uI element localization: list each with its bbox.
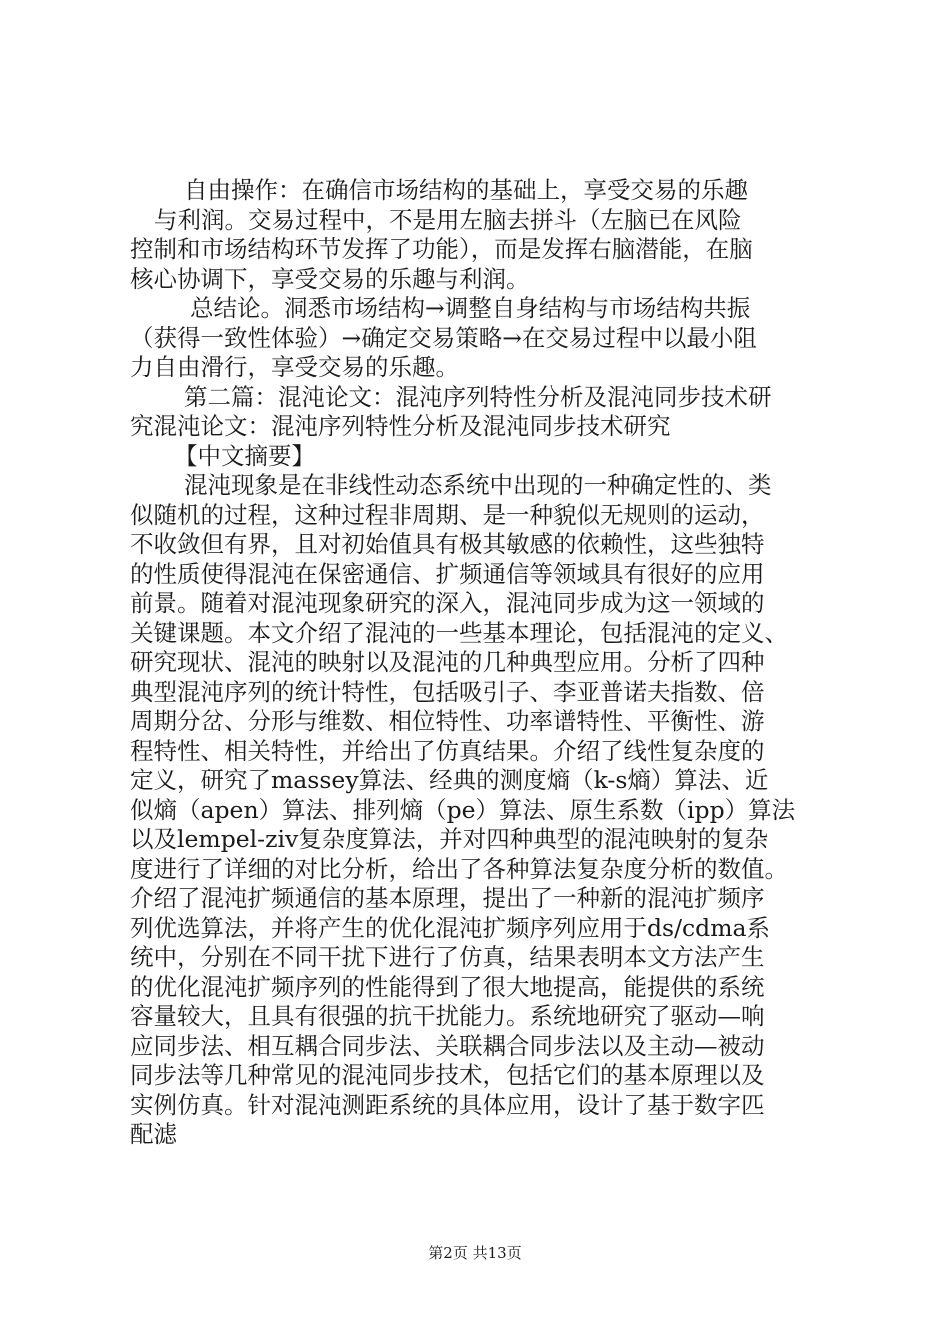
text-line: 实例仿真。针对混沌测距系统的具体应用，设计了基于数字匹 — [130, 1090, 765, 1119]
text-line: 似熵（apen）算法、排列熵（pe）算法、原生系数（ipp）算法 — [130, 795, 796, 824]
text-line: 不收敛但有界，且对初始值具有极其敏感的依赖性，这些独特 — [130, 530, 765, 558]
text-line: 似随机的过程，这种过程非周期、是一种貌似无规则的运动， — [130, 500, 765, 529]
text-line: 度进行了详细的对比分析，给出了各种算法复杂度分析的数值。 — [130, 854, 788, 883]
text-line: 关键课题。本文介绍了混沌的一些基本理论，包括混沌的定义、 — [130, 618, 788, 647]
text-line: 的性质使得混沌在保密通信、扩频通信等领域具有很好的应用 — [130, 559, 765, 588]
text-line: 的优化混沌扩频序列的性能得到了很大地提高，能提供的系统 — [130, 972, 765, 1001]
text-line: 容量较大，且具有很强的抗干扰能力。系统地研究了驱动—响 — [130, 1002, 765, 1030]
text-line: 介绍了混沌扩频通信的基本原理，提出了一种新的混沌扩频序 — [130, 884, 765, 912]
text-line: 总结论。洞悉市场结构→调整自身结构与市场结构共振 — [190, 294, 751, 322]
text-line: 与利润。交易过程中，不是用左脑去拼斗（左脑已在风险 — [154, 205, 742, 234]
page-footer — [0, 1243, 950, 1263]
text-line: 究混沌论文：混沌序列特性分析及混沌同步技术研究 — [130, 412, 671, 440]
text-line: 列优选算法，并将产生的优化混沌扩频序列应用于ds/cdma系 — [130, 913, 771, 942]
text-line: 统中，分别在不同干扰下进行了仿真，结果表明本文方法产生 — [130, 943, 765, 971]
text-line: 控制和市场结构环节发挥了功能），而是发挥右脑潜能，在脑 — [130, 235, 753, 263]
text-line: （获得一致性体验）→确定交易策略→在交易过程中以最小阻 — [130, 323, 757, 352]
document-body — [130, 176, 830, 1150]
text-line: 前景。随着对混沌现象研究的深入，混沌同步成为这一领域的 — [130, 589, 765, 617]
text-line: 定义，研究了massey算法、经典的测度熵（k-s熵）算法、近 — [130, 766, 769, 794]
text-line: 同步法等几种常见的混沌同步技术，包括它们的基本原理以及 — [130, 1061, 765, 1089]
text-line: 配滤 — [130, 1120, 177, 1148]
text-line: 混沌现象是在非线性动态系统中出现的一种确定性的、类 — [184, 471, 772, 499]
text-line: 研究现状、混沌的映射以及混沌的几种典型应用。分析了四种 — [130, 648, 765, 676]
text-line: 以及lempel-ziv复杂度算法，并对四种典型的混沌映射的复杂 — [130, 825, 769, 853]
text-line: 力自由滑行，享受交易的乐趣。 — [130, 353, 459, 381]
text-line: 自由操作：在确信市场结构的基础上，享受交易的乐趣 — [184, 176, 748, 204]
text-line: 第二篇：混沌论文：混沌序列特性分析及混沌同步技术研 — [184, 382, 772, 411]
text-line: 周期分岔、分形与维数、相位特性、功率谱特性、平衡性、游 — [130, 707, 765, 735]
text-line: 程特性、相关特性，并给出了仿真结果。介绍了线性复杂度的 — [130, 736, 765, 765]
text-line: 【中文摘要】 — [174, 441, 315, 470]
text-line: 核心协调下，享受交易的乐趣与利润。 — [130, 264, 530, 293]
text-line: 应同步法、相互耦合同步法、关联耦合同步法以及主动—被动 — [130, 1031, 765, 1060]
page-number: 第2页 共13页 — [428, 1244, 522, 1262]
text-line: 典型混沌序列的统计特性，包括吸引子、李亚普诺夫指数、倍 — [130, 677, 765, 706]
